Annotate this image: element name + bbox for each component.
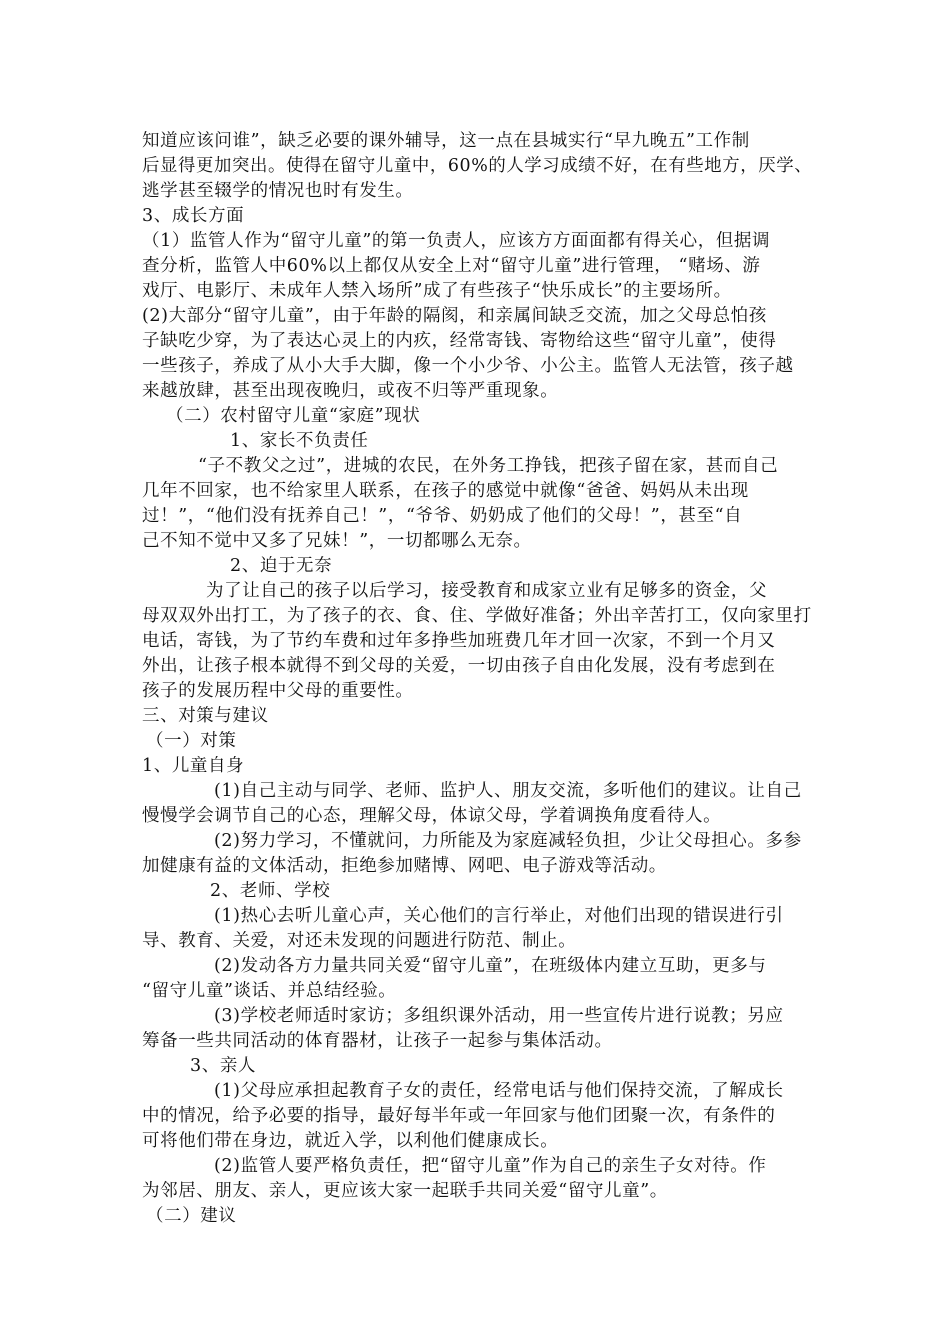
text-line: 过！”，“他们没有抚养自己！”，“爷爷、奶奶成了他们的父母！”，甚至“自	[142, 506, 743, 526]
text-line: 中的情况，给予必要的指导，最好每半年或一年回家与他们团聚一次，有条件的	[142, 1106, 776, 1126]
section-heading: （二）建议	[146, 1206, 237, 1226]
subsection-heading: 3、亲人	[190, 1056, 257, 1076]
text-line: 可将他们带在身边，就近入学，以利他们健康成长。	[142, 1131, 559, 1151]
section-heading: （二）农村留守儿童“家庭”现状	[166, 406, 421, 426]
text-line: 为邻居、朋友、亲人，更应该大家一起联手共同关爱“留守儿童”。	[142, 1181, 668, 1201]
text-line: 查分析，监管人中60%以上都仅从安全上对“留守儿童”进行管理， “赌场、游	[142, 256, 761, 276]
section-heading: 三、对策与建议	[142, 706, 269, 726]
text-line: “留守儿童”谈话、并总结经验。	[142, 981, 397, 1001]
text-line: 筹备一些共同活动的体育器材，让孩子一起参与集体活动。	[142, 1031, 613, 1051]
text-line: 导、教育、关爱，对还未发现的问题进行防范、制止。	[142, 931, 577, 951]
subsection-heading: 1、儿童自身	[142, 756, 245, 776]
text-line: 己不知不觉中又多了兄妹！”，一切都哪么无奈。	[142, 531, 532, 551]
subsection-heading: 2、迫于无奈	[230, 556, 333, 576]
text-line: 一些孩子，养成了从小大手大脚，像一个小少爷、小公主。监管人无法管，孩子越	[142, 356, 794, 376]
text-line: 知道应该问谁”，缺乏必要的课外辅导，这一点在县城实行“早九晚五”工作制	[142, 131, 750, 151]
text-line: (2)努力学习，不懂就问，力所能及为家庭减轻负担，少让父母担心。多参	[214, 831, 802, 851]
text-line: 戏厅、电影厅、未成年人禁入场所”成了有些孩子“快乐成长”的主要场所。	[142, 281, 732, 301]
text-line: 电话，寄钱，为了节约车费和过年多挣些加班费几年才回一次家，不到一个月又	[142, 631, 776, 651]
text-line: 来越放肆，甚至出现夜晚归，或夜不归等严重现象。	[142, 381, 559, 401]
text-line: 母双双外出打工，为了孩子的衣、食、住、学做好准备；外出辛苦打工，仅向家里打	[142, 606, 812, 626]
text-line: 孩子的发展历程中父母的重要性。	[142, 681, 414, 701]
text-line: “子不教父之过”，进城的农民，在外务工挣钱，把孩子留在家，甚而自己	[198, 456, 779, 476]
text-line: (1)父母应承担起教育子女的责任，经常电话与他们保持交流，了解成长	[214, 1081, 784, 1101]
subsection-heading: 2、老师、学校	[210, 881, 331, 901]
subsection-heading: 1、家长不负责任	[230, 431, 369, 451]
text-line: (1)热心去听儿童心声，关心他们的言行举止，对他们出现的错误进行引	[214, 906, 784, 926]
text-line: 逃学甚至辍学的情况也时有发生。	[142, 181, 414, 201]
text-line: 为了让自己的孩子以后学习，接受教育和成家立业有足够多的资金，父	[206, 581, 768, 601]
text-line: (2)大部分“留守儿童”，由于年龄的隔阂，和亲属间缺乏交流，加之父母总怕孩	[142, 306, 767, 326]
text-line: 后显得更加突出。使得在留守儿童中，60%的人学习成绩不好，在有些地方，厌学、	[142, 156, 813, 176]
section-heading: （一）对策	[146, 731, 237, 751]
text-line: (3)学校老师适时家访；多组织课外活动，用一些宣传片进行说教；另应	[214, 1006, 784, 1026]
text-line: 外出，让孩子根本就得不到父母的关爱，一切由孩子自由化发展，没有考虑到在	[142, 656, 776, 676]
text-line: 加健康有益的文体活动，拒绝参加赌博、网吧、电子游戏等活动。	[142, 856, 667, 876]
text-line: (2)监管人要严格负责任，把“留守儿童”作为自己的亲生子女对待。作	[214, 1156, 767, 1176]
text-line: 子缺吃少穿，为了表达心灵上的内疚，经常寄钱、寄物给这些“留守儿童”，使得	[142, 331, 777, 351]
text-line: 几年不回家，也不给家里人联系，在孩子的感觉中就像“爸爸、妈妈从未出现	[142, 481, 749, 501]
text-line: （1）监管人作为“留守儿童”的第一负责人，应该方方面面都有得关心，但据调	[142, 231, 771, 251]
text-line: (2)发动各方力量共同关爱“留守儿童”，在班级体内建立互助，更多与	[214, 956, 767, 976]
text-line: 慢慢学会调节自己的心态，理解父母，体谅父母，学着调换角度看待人。	[142, 806, 722, 826]
text-line: (1)自己主动与同学、老师、监护人、朋友交流，多听他们的建议。让自己	[214, 781, 802, 801]
section-heading: 3、成长方面	[142, 206, 245, 226]
